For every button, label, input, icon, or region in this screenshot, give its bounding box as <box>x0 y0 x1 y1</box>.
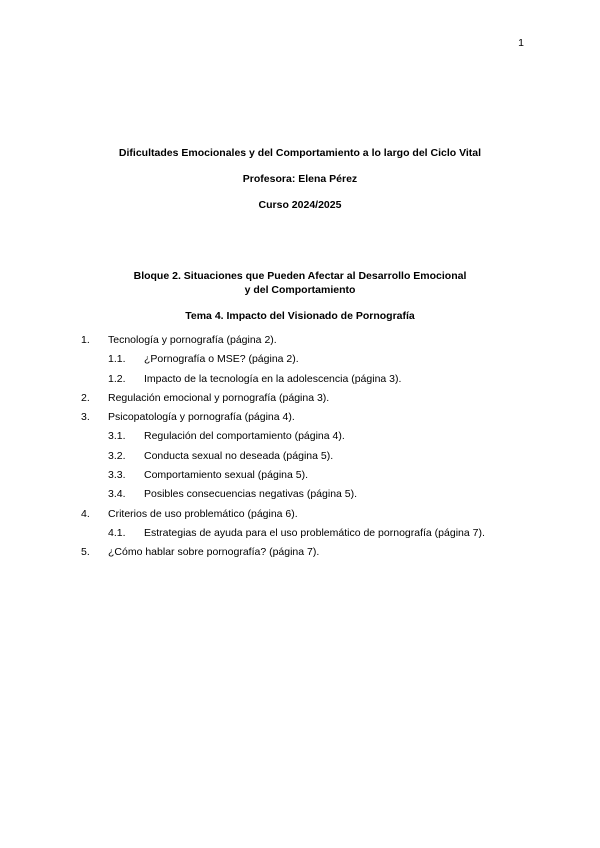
toc-item-3-4 <box>0 488 600 507</box>
toc-text: Comportamiento sexual (página 5). <box>144 469 309 482</box>
toc-item-5 <box>0 546 600 565</box>
toc-number: 5. <box>81 546 90 559</box>
toc-text: Impacto de la tecnología en la adolescencia (página 3). <box>144 372 402 385</box>
toc-number: 1.1. <box>108 353 126 366</box>
toc-number: 3.1. <box>108 430 126 443</box>
toc-number: 2. <box>81 391 90 404</box>
table-of-contents <box>0 334 600 566</box>
toc-text: Criterios de uso problemático (página 6). <box>108 507 298 520</box>
toc-item-3-2 <box>0 450 600 469</box>
block-title-line-2: y del Comportamiento <box>244 284 356 296</box>
block-title-line-1: Bloque 2. Situaciones que Pueden Afectar al Desarrollo Emocional <box>133 270 467 282</box>
toc-number: 1. <box>81 334 90 346</box>
toc-item-1-1 <box>0 353 600 372</box>
professor-line: Profesora: Elena Pérez <box>242 173 358 185</box>
toc-item-1-2 <box>0 373 600 392</box>
toc-text: Regulación del comportamiento (página 4). <box>144 430 345 443</box>
topic-title: Tema 4. Impacto del Visionado de Pornografía <box>185 310 415 322</box>
toc-text: Conducta sexual no deseada (página 5). <box>144 449 334 462</box>
toc-number: 3.3. <box>108 469 126 482</box>
toc-number: 1.2. <box>108 372 126 385</box>
toc-text: Posibles consecuencias negativas (página 5). <box>144 488 358 501</box>
toc-number: 3. <box>81 411 90 424</box>
toc-text: Tecnología y pornografía (página 2). <box>108 334 277 346</box>
toc-item-3 <box>0 411 600 430</box>
toc-text: Psicopatología y pornografía (página 4). <box>108 411 295 424</box>
toc-item-4 <box>0 508 600 527</box>
toc-item-1 <box>0 334 600 353</box>
toc-number: 3.4. <box>108 488 126 501</box>
toc-number: 4.1. <box>108 526 126 539</box>
toc-text: Regulación emocional y pornografía (página 3). <box>108 391 330 404</box>
toc-item-3-1 <box>0 430 600 449</box>
toc-number: 4. <box>81 507 90 520</box>
toc-item-2 <box>0 392 600 411</box>
academic-year: Curso 2024/2025 <box>258 199 342 211</box>
course-title: Dificultades Emocionales y del Comportamiento a lo largo del Ciclo Vital <box>118 147 482 159</box>
toc-text: ¿Pornografía o MSE? (página 2). <box>144 353 299 366</box>
toc-text: Estrategias de ayuda para el uso problemático de pornografía (página 7). <box>144 526 485 539</box>
page-number: 1 <box>518 37 524 49</box>
toc-item-3-3 <box>0 469 600 488</box>
toc-item-4-1 <box>0 527 600 546</box>
toc-text: ¿Cómo hablar sobre pornografía? (página 7). <box>108 546 320 559</box>
toc-number: 3.2. <box>108 449 126 462</box>
